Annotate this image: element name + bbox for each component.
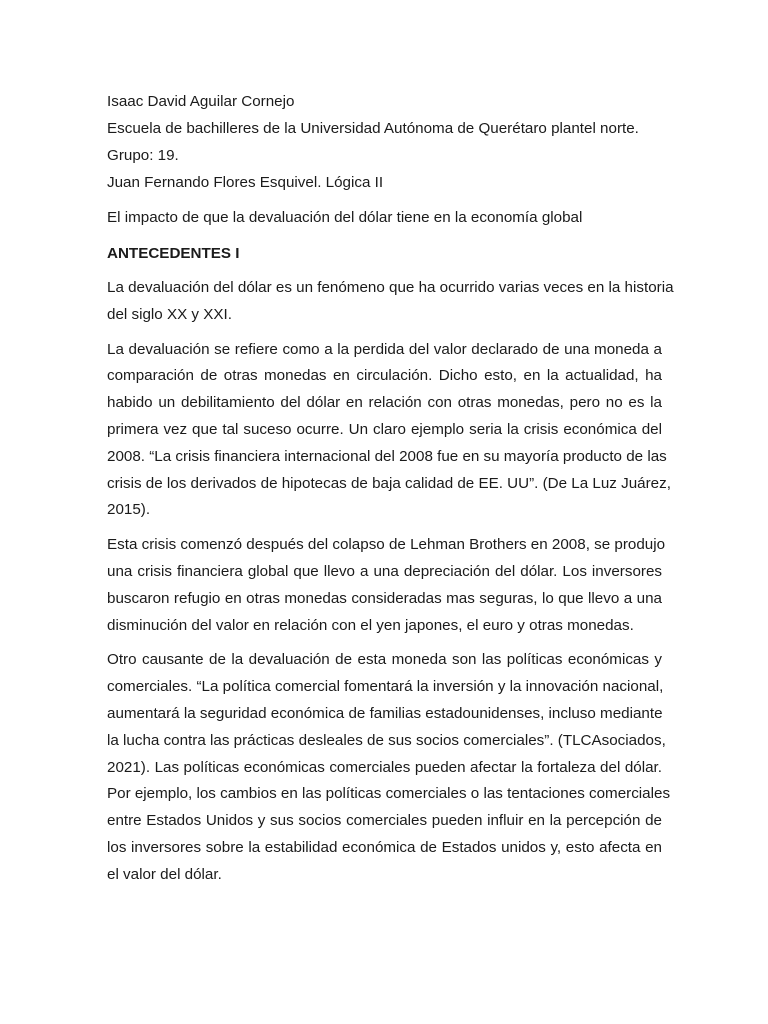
paragraph-line: el valor del dólar. <box>107 865 222 883</box>
paragraph-line: una crisis financiera global que llevo a una depreciación del dólar. Los inversores <box>107 562 662 580</box>
paragraph-line: buscaron refugio en otras monedas consideradas mas seguras, lo que llevo a una <box>107 589 662 607</box>
paragraph-line: La devaluación del dólar es un fenómeno que ha ocurrido varias veces en la historia <box>107 279 674 296</box>
section-heading: ANTECEDENTES I <box>107 245 240 262</box>
paragraph-line: primera vez que tal suceso ocurre. Un claro ejemplo seria la crisis económica del <box>107 420 662 438</box>
paragraph-line: 2008. “La crisis financiera internacional del 2008 fue en su mayoría producto de las <box>107 447 667 465</box>
paragraph-line: 2021). Las políticas económicas comerciales pueden afectar la fortaleza del dólar. <box>107 758 662 776</box>
paragraph-2 <box>107 337 671 525</box>
paragraph-line: del siglo XX y XXI. <box>107 305 232 323</box>
paragraph-3 <box>107 532 666 639</box>
paragraph-line: comparación de otras monedas en circulación. Dicho esto, en la actualidad, ha <box>107 367 662 385</box>
paragraph-line: 2015). <box>107 501 151 519</box>
author-name: Isaac David Aguilar Cornejo <box>107 93 295 110</box>
paragraph-line: la lucha contra las prácticas desleales de sus socios comerciales”. (TLCAsociados, <box>107 731 666 749</box>
paragraph-line: La devaluación se refiere como a la perdida del valor declarado de una moneda a <box>107 340 662 358</box>
paragraph-4 <box>107 647 671 888</box>
paragraph-line: Otro causante de la devaluación de esta moneda son las políticas económicas y <box>107 651 662 669</box>
document-page <box>107 88 674 889</box>
school-name: Escuela de bachilleres de la Universidad Autónoma de Querétaro plantel norte. <box>107 120 639 137</box>
paragraph-line: crisis de los derivados de hipotecas de baja calidad de EE. UU”. (De La Luz Juárez, <box>107 474 671 492</box>
paragraph-line: disminución del valor en relación con el yen japones, el euro y otras monedas. <box>107 616 634 634</box>
paragraph-line: comerciales. “La política comercial fomentará la inversión y la innovación nacional, <box>107 678 664 696</box>
teacher-course: Juan Fernando Flores Esquivel. Lógica II <box>107 174 384 191</box>
paragraph-line: aumentará la seguridad económica de familias estadounidenses, incluso mediante <box>107 704 663 722</box>
group-number: Grupo: 19. <box>107 147 179 164</box>
body-paragraphs <box>107 275 674 889</box>
paragraph-line: Esta crisis comenzó después del colapso de Lehman Brothers en 2008, se produjo <box>107 536 666 554</box>
paragraph-line: los inversores sobre la estabilidad económica de Estados unidos y, esto afecta en <box>107 838 662 856</box>
paragraph-line: Por ejemplo, los cambios en las políticas comerciales o las tentaciones comerciales <box>107 785 671 803</box>
paragraph-line: entre Estados Unidos y sus socios comerciales pueden influir en la percepción de <box>107 812 662 830</box>
paragraph-line: habido un debilitamiento del dólar en relación con otras monedas, pero no es la <box>107 394 662 412</box>
document-title: El impacto de que la devaluación del dólar tiene en la economía global <box>107 209 583 226</box>
paragraph-1 <box>107 275 674 329</box>
